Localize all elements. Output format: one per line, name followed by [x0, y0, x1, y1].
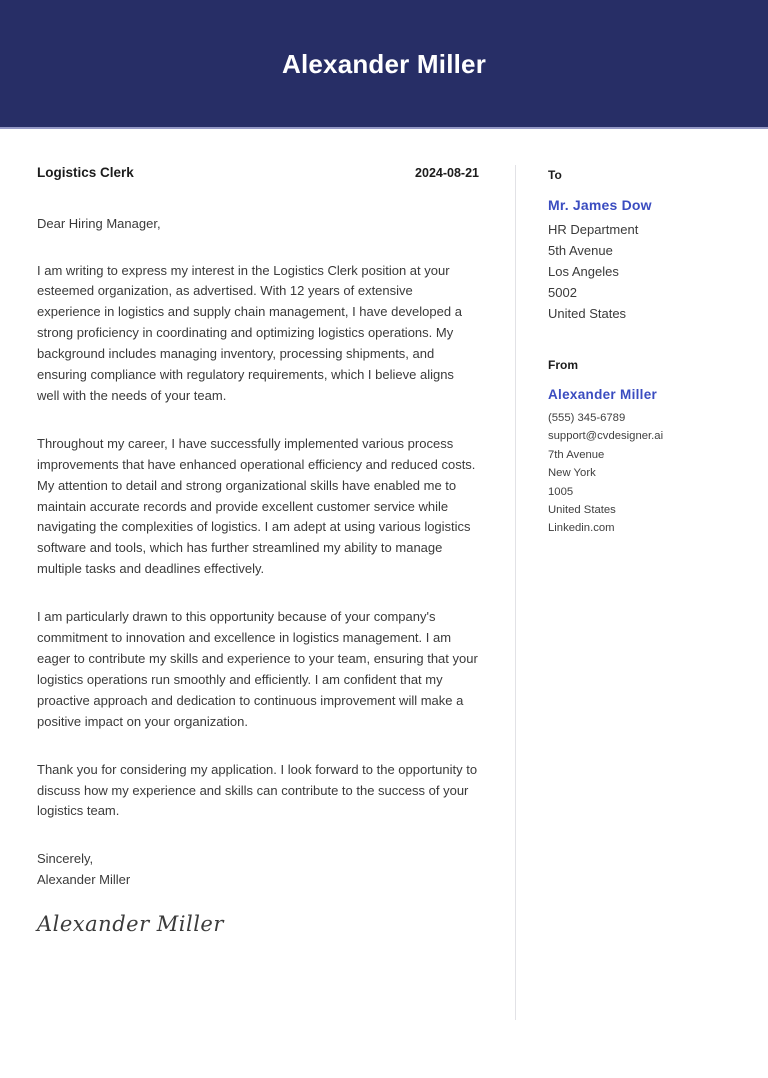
- letter-header-band: [0, 0, 768, 127]
- sender-phone: (555) 345-6789: [548, 412, 626, 424]
- letter-paragraph: Thank you for considering my application. I look forward to the opportunity to discuss how my experience and skills can contribute to the success of your logistics team.: [37, 761, 478, 819]
- letter-body: [0, 129, 768, 1020]
- letter-main-column: [0, 165, 515, 936]
- closing-salutation: Sincerely,: [37, 851, 94, 867]
- sender-heading: From: [548, 358, 578, 372]
- job-title: Logistics Clerk: [37, 165, 134, 180]
- header-accent-line: [0, 127, 768, 129]
- sender-line: 7th Avenue: [548, 448, 605, 461]
- letter-closing-block: [37, 849, 479, 891]
- sender-line: United States: [548, 504, 616, 517]
- recipient-line: 5002: [548, 285, 577, 300]
- recipient-name: Mr. James Dow: [548, 197, 652, 213]
- closing-name: Alexander Miller: [37, 872, 131, 888]
- letter-paragraph: I am particularly drawn to this opportunity because of your company's commitment to innovation and excellence in logistics management. I am eager to contribute my skills and experience to your team, ensuring that your logistics operations run smoothly and efficiently. I am confident that my proactive approach and dedication to continuous improvement will make a positive impact on your organization.: [37, 609, 478, 729]
- letter-date: 2024-08-21: [415, 166, 479, 180]
- letter-title-row: [37, 165, 479, 180]
- sender-email: support@cvdesigner.ai: [548, 430, 664, 443]
- recipient-line: United States: [548, 306, 627, 321]
- letter-paragraph: Throughout my career, I have successfully implemented various process improvements that have enhanced operational efficiency and reduced costs. My attention to detail and strong organizational skills have enabled me to maintain accurate records and provide excellent customer service while navigating the complexities of logistics. I am adept at using various logistics software and tools, which has further streamlined my ability to manage multiple tasks and deadlines effectively.: [37, 435, 476, 577]
- recipient-block: [548, 168, 748, 324]
- sender-name: Alexander Miller: [548, 387, 658, 402]
- letter-paragraph: I am writing to express my interest in the Logistics Clerk position at your esteemed organization, as advertised. With 12 years of extensive experience in logistics and supply chain management, I have developed a strong proficiency in coordinating and optimizing logistics operations. My background includes managing inventory, processing shipments, and ensuring compliance with regulatory requirements, which I believe aligns well with the needs of your team.: [37, 262, 462, 403]
- recipient-line: 5th Avenue: [548, 243, 613, 258]
- recipient-heading: To: [548, 168, 562, 182]
- page-title: Alexander Miller: [281, 48, 487, 79]
- recipient-line: Los Angeles: [548, 264, 619, 279]
- salutation: Dear Hiring Manager,: [37, 216, 161, 231]
- signature-script: Alexander Miller: [37, 912, 224, 937]
- sender-line: New York: [548, 467, 596, 480]
- letter-side-column: [516, 165, 768, 538]
- recipient-line: HR Department: [548, 222, 639, 237]
- sender-block: [548, 358, 748, 538]
- sender-website: Linkedin.com: [548, 522, 615, 535]
- sender-line: 1005: [548, 485, 574, 498]
